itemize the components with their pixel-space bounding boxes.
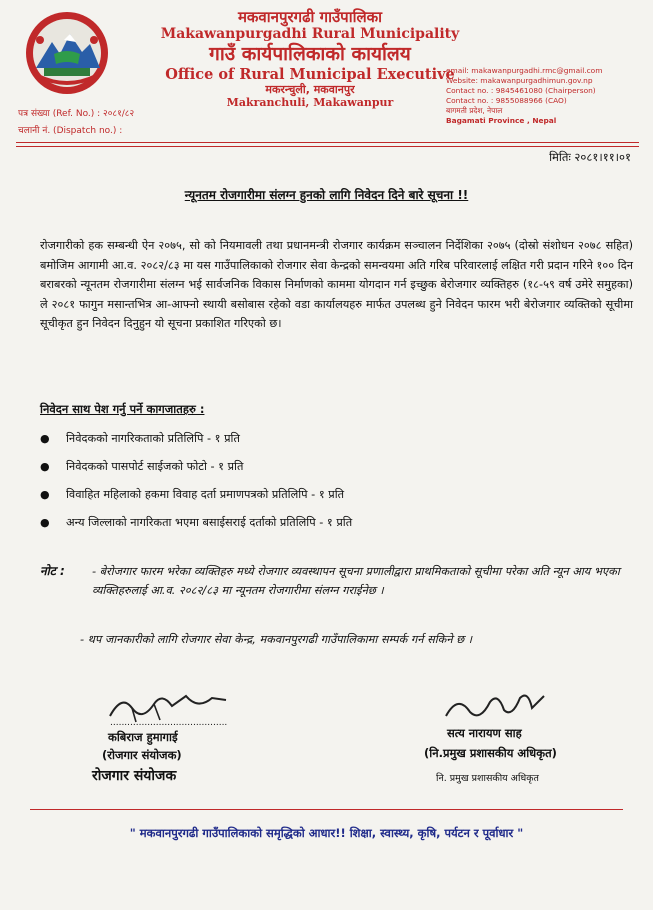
list-item xyxy=(40,514,352,542)
list-item-text: विवाहित महिलाको हकमा विवाह दर्ता प्रमाणपत्रको प्रतिलिपि - १ प्रति xyxy=(66,488,345,501)
notice-paragraph: रोजगारीको हक सम्बन्धी ऐन २०७५, सो को नियमावली तथा प्रधानमन्त्री रोजगार कार्यक्रम सञ्चालन निर्देशिका २०७५ (दोस्रो संशोधन २०७८ सहित) बमोजिम आगामी आ.व. २०८२/८३ मा यस गाउँपालिकाको रोजगार सेवा केन्द्रको समन्वयमा अति गरिब परिवारलाई लक्षित गरी प्रदान गरिने १०० दिन बराबरको न्यूनतम रोजगारीमा संलग्न भई सार्वजनिक विकास निर्माणको काममा योगदान गर्न इच्छुक बेरोजगार व्यक्तिहरु (१८-५९ वर्ष उमेरे समुहका) ले २०८१ फागुन मसान्तभित्र आ-आफ्नो स्थायी बसोबास रहेको वडा कार्यालयहरु मार्फत उपलब्ध हुने निवेदन फारम भरी बेरोजगार व्यक्तिको सूचीमा सूचीकृत हुन निवेदन दिनुहुन यो सूचना प्रकाशित गरिएको छ। xyxy=(40,239,633,331)
letterhead-divider xyxy=(16,142,639,143)
footer-slogan: " मकवानपुरगढी गाउँपालिकाको समृद्धिको आधार!! शिक्षा, स्वास्थ्य, कृषि, पर्यटन र पूर्वाधार " xyxy=(129,826,524,840)
dispatch-number: चलानी नं. (Dispatch no.) : xyxy=(18,126,123,137)
province-np: बागमती प्रदेश, नेपाल xyxy=(446,105,503,115)
address-np: मकरन्चुली, मकवानपुर xyxy=(265,82,355,96)
office-name-en: Office of Rural Municipal Executive xyxy=(165,65,455,83)
letter-date: मितिः २०८१।११।०१ xyxy=(549,150,631,164)
note-label: नोट : xyxy=(40,564,65,578)
bullet-icon: ● xyxy=(40,516,50,529)
list-item xyxy=(40,458,352,486)
signature-right-image xyxy=(440,688,550,724)
note-second: - थप जानकारीको लागि रोजगार सेवा केन्द्र, मकवानपुरगढी गाउँपालिकामा सम्पर्क गर्न सकिने छ । xyxy=(80,633,472,646)
list-item xyxy=(40,486,352,514)
nepal-emblem-logo xyxy=(24,10,110,96)
list-item xyxy=(40,430,352,458)
list-item-text: निवेदकको पासपोर्ट साईजको फोटो - १ प्रति xyxy=(66,460,244,473)
bullet-icon: ● xyxy=(40,488,50,501)
bullet-icon: ● xyxy=(40,460,50,473)
bullet-icon: ● xyxy=(40,432,50,445)
contact-block xyxy=(446,66,602,126)
footer-divider xyxy=(30,809,623,810)
requirements-heading: निवेदन साथ पेश गर्नु पर्ने कागजातहरु : xyxy=(40,402,205,416)
signatory-right-stamp: नि. प्रमुख प्रशासकीय अधिकृत xyxy=(436,773,539,784)
email-text: email: makawanpurgadhi.rmc@gmail.com xyxy=(446,66,603,75)
reference-block xyxy=(18,106,134,140)
contact-chairperson: Contact no. : 9845461080 (Chairperson) xyxy=(446,85,596,95)
ref-number: पत्र संख्या (Ref. No.) : २०८१/८२ xyxy=(18,109,135,119)
letterhead-center xyxy=(150,8,470,109)
province-en: Bagamati Province , Nepal xyxy=(446,115,557,125)
signatory-right-role: (नि.प्रमुख प्रशासकीय अधिकृत) xyxy=(424,746,557,760)
signatory-right-name: सत्य नारायण साह xyxy=(447,726,522,740)
website-text: Website: makawanpurgadhimun.gov.np xyxy=(446,75,593,85)
signatory-left-stamp: रोजगार संयोजक xyxy=(92,768,177,784)
letterhead-divider-thin xyxy=(16,146,639,147)
municipality-name-en: Makawanpurgadhi Rural Municipality xyxy=(160,26,460,42)
notice-title xyxy=(0,186,653,203)
note-first: - बेरोजगार फारम भरेका व्यक्तिहरु मध्ये रोजगार व्यवस्थापन सूचना प्रणालीद्वारा प्राथमिकताको सूचीमा परेका अति न्यून आय भएका व्यक्तिहरुलाई आ.व. २०८२/८३ मा न्यूनतम रोजगारीमा संलग्न गराईनेछ । xyxy=(92,565,620,598)
signature-dotted-line: ......................................... xyxy=(110,718,228,728)
address-en: Makranchuli, Makawanpur xyxy=(226,96,394,110)
signatory-left-name: कबिराज हुमागाई xyxy=(108,730,178,744)
notice-title-text: न्यूनतम रोजगारीमा संलग्न हुनको लागि निवेदन दिने बारे सूचना !! xyxy=(184,188,469,202)
list-item-text: निवेदकको नागरिकताको प्रतिलिपि - १ प्रति xyxy=(66,432,240,445)
signatory-left-role: (रोजगार संयोजक) xyxy=(102,748,182,762)
office-name-np: गाउँ कार्यपालिकाको कार्यालय xyxy=(209,42,411,65)
municipality-name-np: मकवानपुरगढी गाउँपालिका xyxy=(237,8,383,26)
contact-cao: Contact no. : 9855088966 (CAO) xyxy=(446,95,567,105)
requirements-list xyxy=(40,430,352,542)
list-item-text: अन्य जिल्लाको नागरिकता भएमा बसाईसराई दर्ताको प्रतिलिपि - १ प्रति xyxy=(66,516,353,529)
